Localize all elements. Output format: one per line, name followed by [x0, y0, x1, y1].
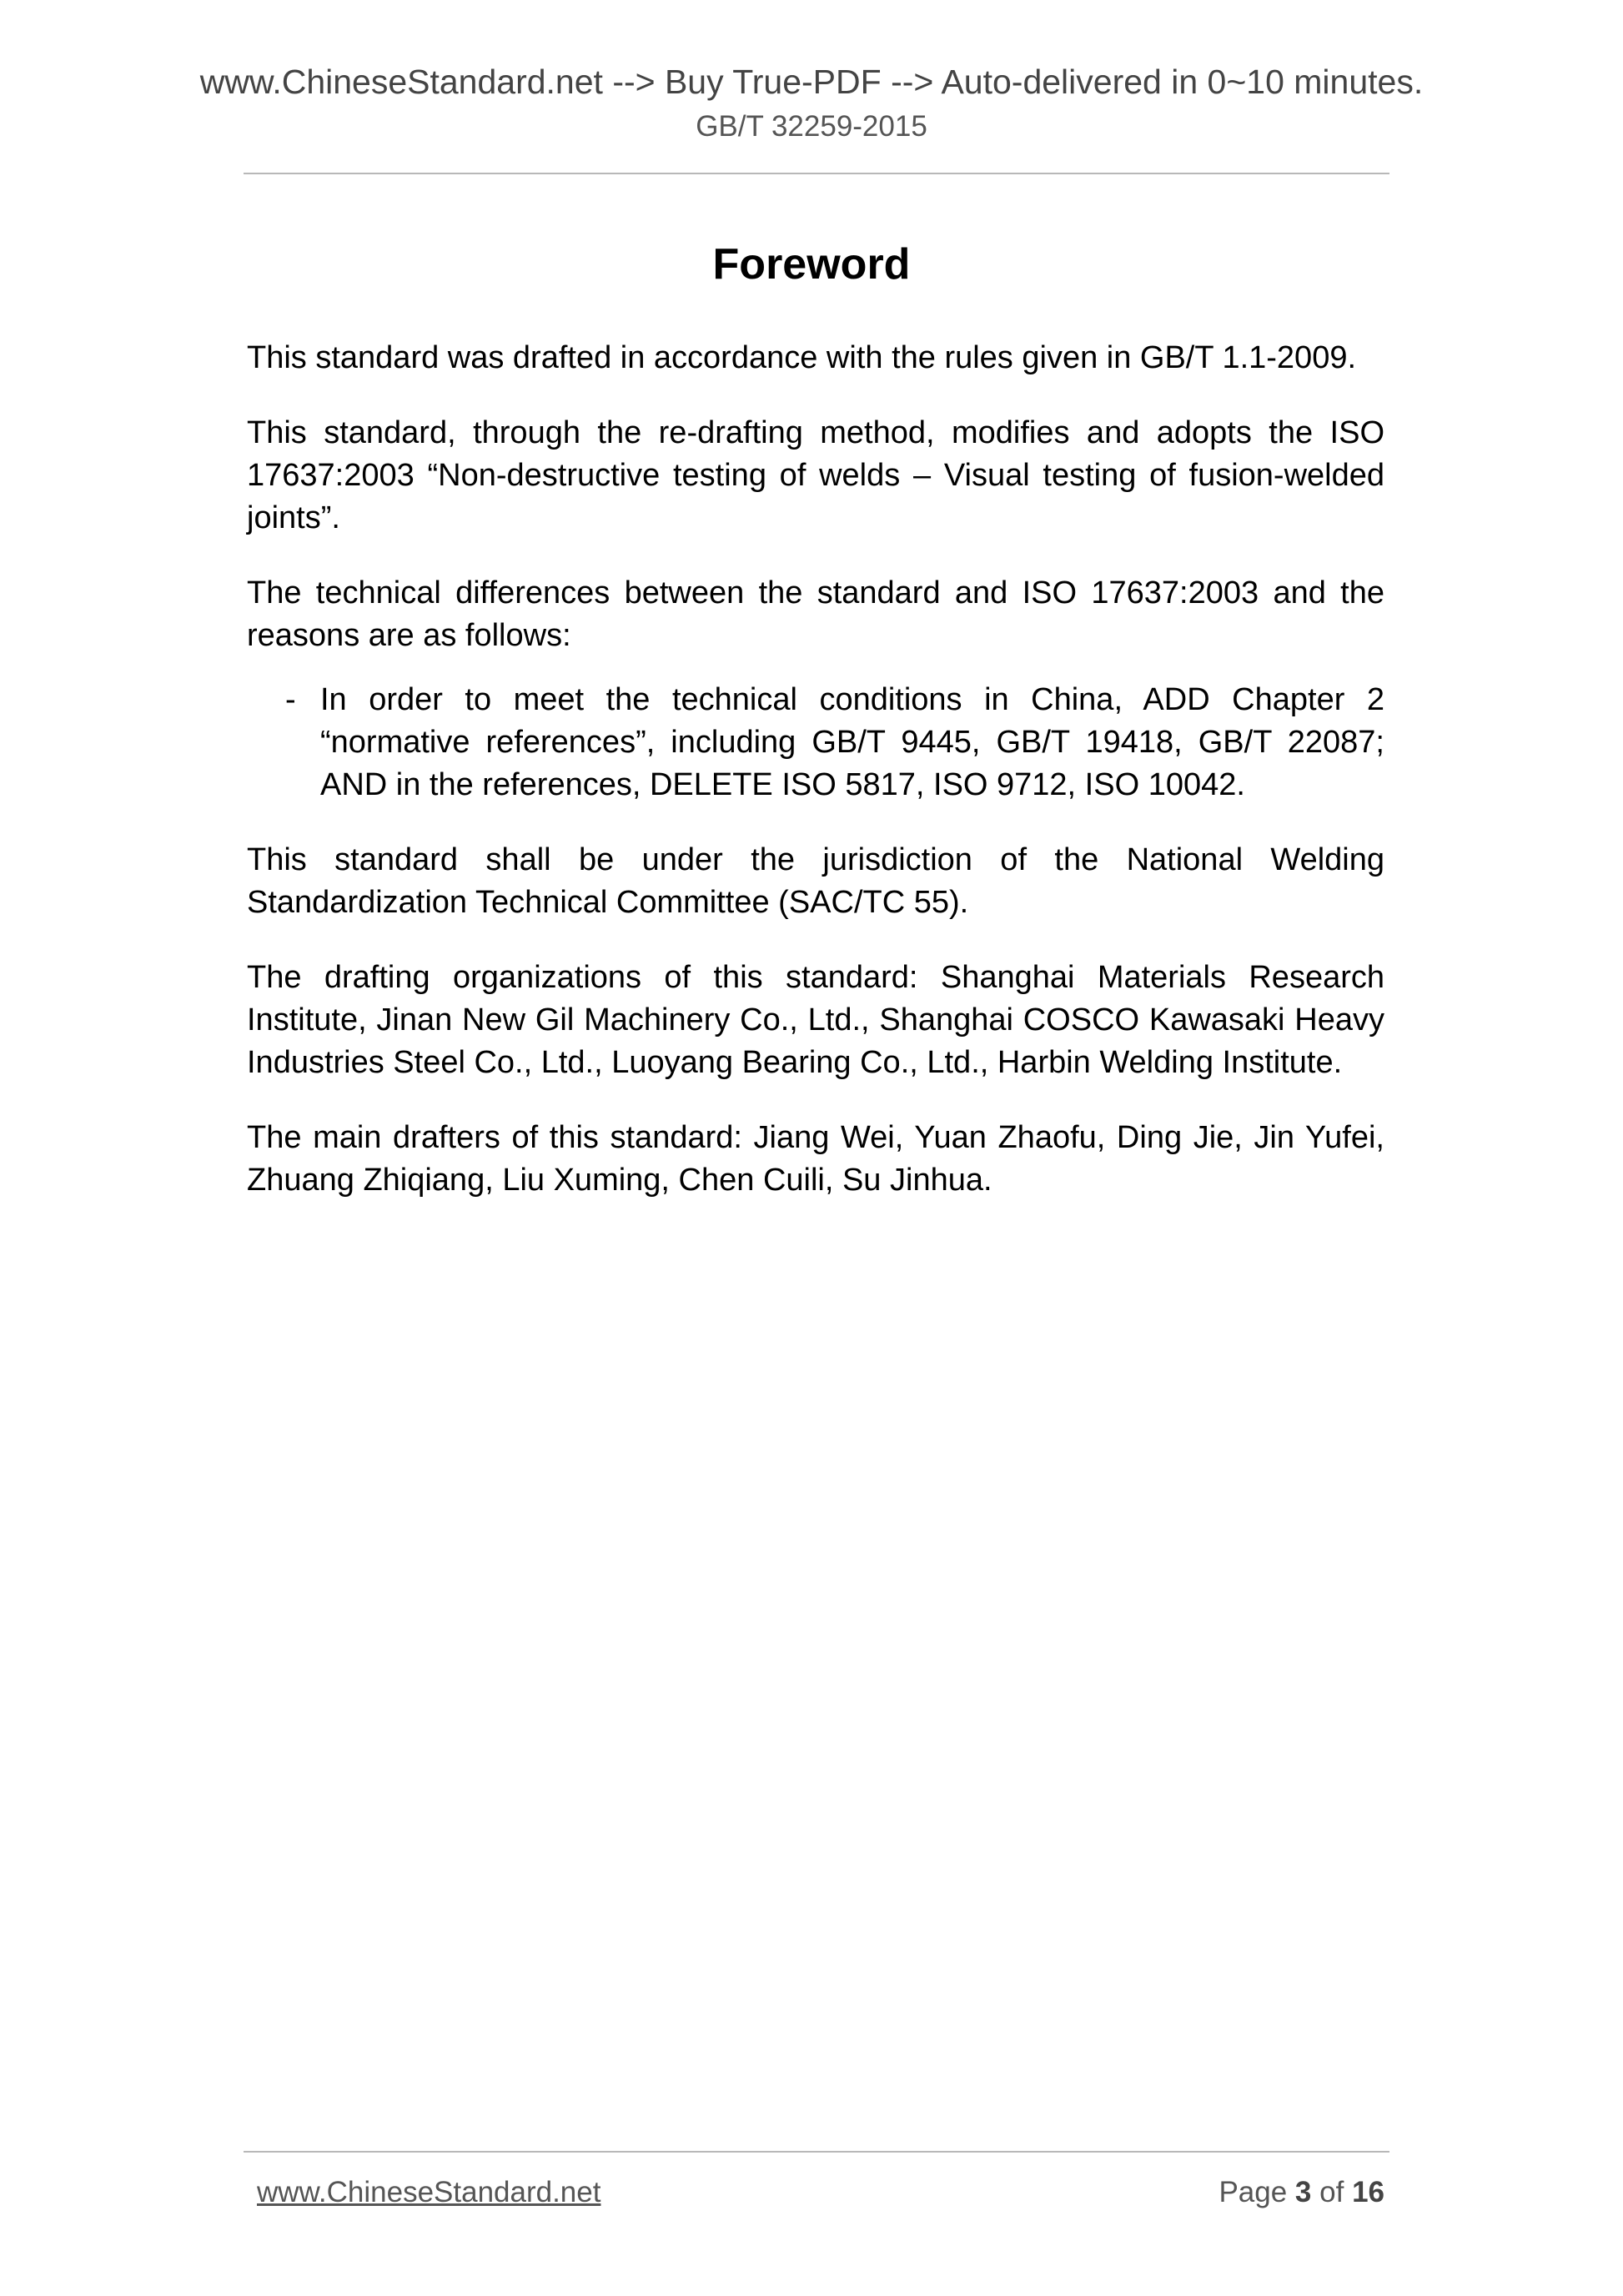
footer-website-link[interactable]: www.ChineseStandard.net: [257, 2176, 601, 2208]
footer-divider: [244, 2151, 1389, 2153]
bullet-marker: -: [285, 682, 296, 717]
page-current: 3: [1294, 2176, 1312, 2208]
page-header: [0, 62, 1623, 144]
page-total: 16: [1352, 2176, 1384, 2208]
paragraph-drafters: The main drafters of this standard: Jiang Wei, Yuan Zhaofu, Ding Jie, Jin Yufei, Zhuang Zhiqiang, Liu Xuming, Chen Cuili, Su Jinhua.: [247, 1120, 1384, 1198]
paragraph-adoption: This standard, through the re-drafting method, modifies and adopts the ISO 17637:2003 “Non-destructive testing of welds – Visual testing of fusion-welded joints”.: [247, 415, 1384, 535]
paragraph-organizations: The drafting organizations of this standard: Shanghai Materials Research Institute, Jinan New Gil Machinery Co., Ltd., Shanghai COSCO Kawasaki Heavy Industries Steel Co., Ltd., Luoyang Bearing Co., Ltd., Harbin Welding Institute.: [247, 960, 1384, 1080]
page-of: of: [1319, 2176, 1344, 2208]
header-banner: www.ChineseStandard.net --> Buy True-PDF --> Auto-delivered in 0~10 minutes.: [199, 63, 1424, 101]
paragraph-differences: The technical differences between the standard and ISO 17637:2003 and the reasons are as follows:: [247, 575, 1384, 653]
page-word: Page: [1219, 2176, 1288, 2208]
page-footer: [257, 2175, 1384, 2210]
header-divider: [244, 173, 1389, 174]
paragraph-drafting-rules: This standard was drafted in accordance with the rules given in GB/T 1.1-2009.: [247, 340, 1357, 375]
document-code: GB/T 32259-2015: [696, 110, 927, 143]
list-item-text: In order to meet the technical conditions in China, ADD Chapter 2 “normative references”, including GB/T 9445, GB/T 19418, GB/T 22087; AND in the references, DELETE ISO 5817, ISO 9712, ISO 10042.: [320, 682, 1384, 802]
page-number: [1219, 2175, 1384, 2210]
foreword-body: [247, 337, 1384, 1234]
paragraph-jurisdiction: This standard shall be under the jurisdiction of the National Welding Standardization Technical Committee (SAC/TC 55).: [247, 842, 1384, 920]
page-title: Foreword: [712, 240, 911, 289]
list-item: [285, 679, 1384, 806]
